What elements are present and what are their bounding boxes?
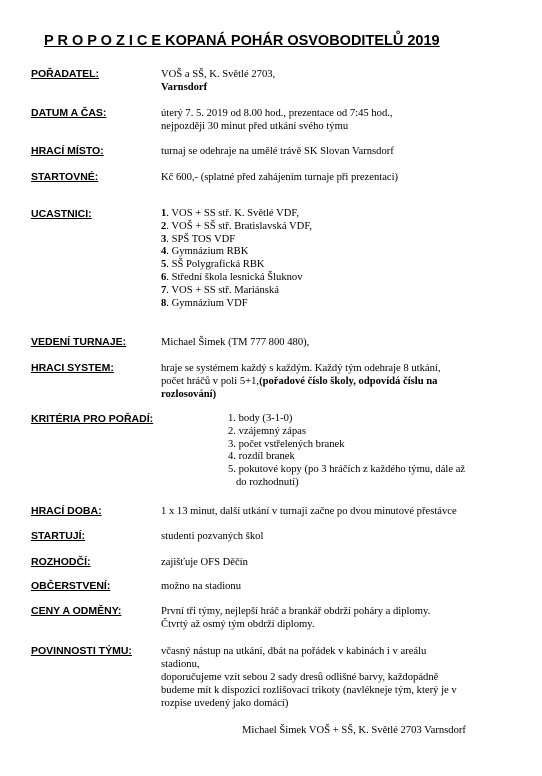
vedeni-value: Michael Šimek (TM 777 800 480), <box>161 337 310 348</box>
label-system: HRACI SYSTEM: <box>31 362 114 374</box>
poradatel-line2: Varnsdorf <box>161 82 208 93</box>
list-item: 4. Gymnázium RBK <box>161 246 249 258</box>
list-item: 3. SPŠ TOS VDF <box>161 233 236 245</box>
list-item: 6. Střední škola lesnická Šluknov <box>161 271 303 283</box>
list-item: 2. vzájemný zápas <box>228 425 306 437</box>
label-doba: HRACÍ DOBA: <box>31 505 102 517</box>
misto-value: turnaj se odehraje na umělé trávě SK Slovan Varnsdorf <box>161 146 394 157</box>
list-item: 1. VOS + SS stř. K. Světlé VDF, <box>161 208 300 219</box>
criteria-list <box>228 413 488 490</box>
startovne-value: Kč 600,- (splatné před zahájením turnaje při prezentaci) <box>161 172 399 183</box>
obcerstveni-value: možno na stadionu <box>161 581 242 592</box>
poradatel-line1: VOŠ a SŠ, K. Světlé 2703, <box>161 69 276 80</box>
datum-line2: nejpozději 30 minut před utkání svého týmu <box>161 121 349 132</box>
label-ceny: CENY A ODMĚNY: <box>31 605 122 617</box>
label-kriteria: KRITÉRIA PRO POŘADÍ: <box>31 413 154 425</box>
list-item: 8. Gymnázium VDF <box>161 297 248 309</box>
list-item: 5. SŠ Polygrafická RBK <box>161 259 265 271</box>
label-vedeni: VEDENÍ TURNAJE: <box>31 336 127 348</box>
list-item: 4. rozdíl branek <box>228 451 295 463</box>
rozhodci-value: zajišťuje OFS Děčín <box>161 557 248 568</box>
label-ucastnici: UCASTNICI: <box>31 208 92 220</box>
label-povinnosti: POVINNOSTI TÝMU: <box>31 645 132 657</box>
povinnosti-line: stadionu, <box>161 659 200 670</box>
list-item: 1. body (3-1-0) <box>228 413 293 424</box>
list-item: do rozhodnutí) <box>228 476 299 488</box>
datum-line1: úterý 7. 5. 2019 od 8.00 hod., prezentace od 7:45 hod., <box>161 108 393 119</box>
team-list <box>161 208 501 310</box>
label-startuji: STARTUJÍ: <box>31 530 86 542</box>
list-item: 3. počet vstřelených branek <box>228 438 345 450</box>
system-line2b: (pořadové číslo školy, odpovídá číslu na <box>259 376 438 387</box>
ceny-line2: Čtvrtý až osmý tým obdrží diplomy. <box>161 619 315 630</box>
label-datum: DATUM A ČAS: <box>31 107 107 119</box>
label-misto: HRACÍ MÍSTO: <box>31 145 104 157</box>
povinnosti-line: rozpise uvedený jako domácí) <box>161 698 289 709</box>
list-item: 7. VOS + SS stř. Mariánská <box>161 284 279 296</box>
document-title: P R O P O Z I C E KOPANÁ POHÁR OSVOBODITELŮ 2019 <box>44 33 440 49</box>
ceny-line1: První tři týmy, nejlepší hráč a brankář obdrží poháry a diplomy. <box>161 606 431 617</box>
footer-signature: Michael Šimek VOŠ + SŠ, K. Světlé 2703 Varnsdorf <box>242 725 466 736</box>
system-line3: rozlosování) <box>161 389 217 400</box>
label-startovne: STARTOVNÉ: <box>31 171 99 183</box>
doba-value: 1 x 13 minut, další utkání v turnaji začne po dvou minutové přestávce <box>161 506 457 517</box>
system-line1: hraje se systémem každý s každým. Každý tým odehraje 8 utkání, <box>161 363 441 374</box>
povinnosti-line: včasný nástup na utkání, dbát na pořádek v kabinách i v areálu <box>161 646 427 657</box>
label-poradatel: POŘADATEL: <box>31 68 100 80</box>
system-line2a: počet hráčů v poli 5+1, <box>161 376 260 387</box>
povinnosti-line: doporučujeme vzít sebou 2 sady dresů odlišné barvy, každopádně <box>161 672 439 683</box>
povinnosti-line: budeme mít k dispozici rozlišovací trikoty (navlékneje tým, který je v <box>161 685 457 696</box>
startuji-value: studenti pozvaných škol <box>161 531 264 542</box>
label-obcerstveni: OBČERSTVENÍ: <box>31 580 111 592</box>
label-rozhodci: ROZHODČÍ: <box>31 556 91 568</box>
list-item: 5. pokutové kopy (po 3 hráčích z každého týmu, dále až <box>228 464 466 476</box>
list-item: 2. VOŠ + SŠ stř. Bratislavská VDF, <box>161 220 313 232</box>
